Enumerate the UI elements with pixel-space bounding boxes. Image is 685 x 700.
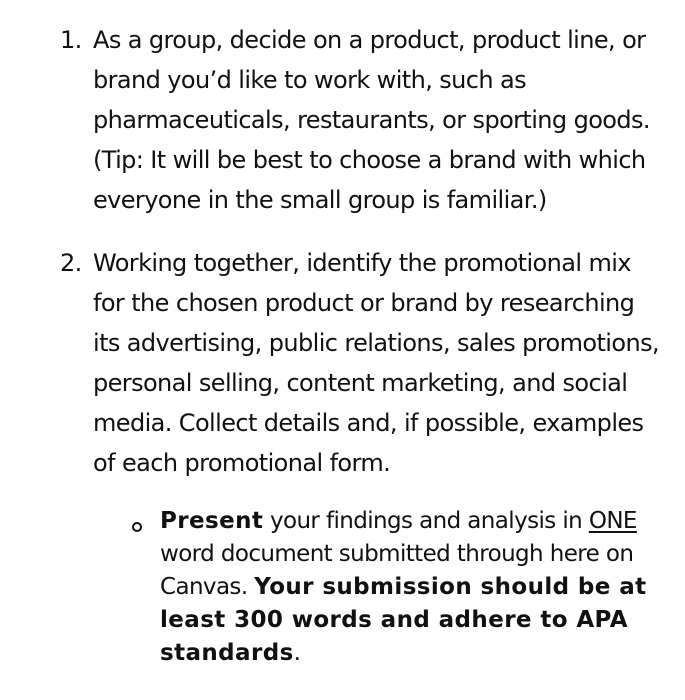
list-item-text — [93, 20, 668, 220]
text-line — [160, 571, 670, 604]
text-line — [160, 505, 670, 538]
text-line: As a group, decide on a product, product line, or — [93, 26, 646, 54]
emphasis-requirement: least 300 words and adhere to APA — [160, 607, 628, 633]
emphasis-standards: standards — [160, 640, 294, 666]
sub-list-item-text — [160, 505, 670, 670]
list-item-text — [93, 243, 668, 483]
text-line: (Tip: It will be best to choose a brand with which — [93, 146, 646, 174]
text-line: brand you’d like to work with, such as — [93, 66, 527, 94]
text-line: for the chosen product or brand by researching — [93, 289, 635, 317]
emphasis-requirement: Your submission should be at — [254, 574, 647, 600]
text-fragment: your findings and analysis in — [263, 508, 589, 534]
text-fragment: . — [293, 640, 301, 666]
text-line — [160, 637, 670, 670]
text-line: personal selling, content marketing, and social — [93, 369, 628, 397]
text-fragment: Canvas. — [160, 574, 255, 600]
emphasis-present: Present — [160, 508, 264, 534]
list-number: 1. — [60, 26, 82, 54]
text-line: of each promotional form. — [93, 449, 391, 477]
text-line: everyone in the small group is familiar.) — [93, 186, 547, 214]
list-number: 2. — [60, 249, 82, 277]
hollow-bullet-icon — [132, 522, 142, 532]
underlined-one: ONE — [588, 508, 637, 534]
text-line: pharmaceuticals, restaurants, or sporting goods. — [93, 106, 650, 134]
text-line: its advertising, public relations, sales promotions, — [93, 329, 659, 357]
text-line: Working together, identify the promotional mix — [93, 249, 631, 277]
text-line: word document submitted through here on — [160, 541, 634, 567]
text-line: media. Collect details and, if possible, examples — [93, 409, 644, 437]
